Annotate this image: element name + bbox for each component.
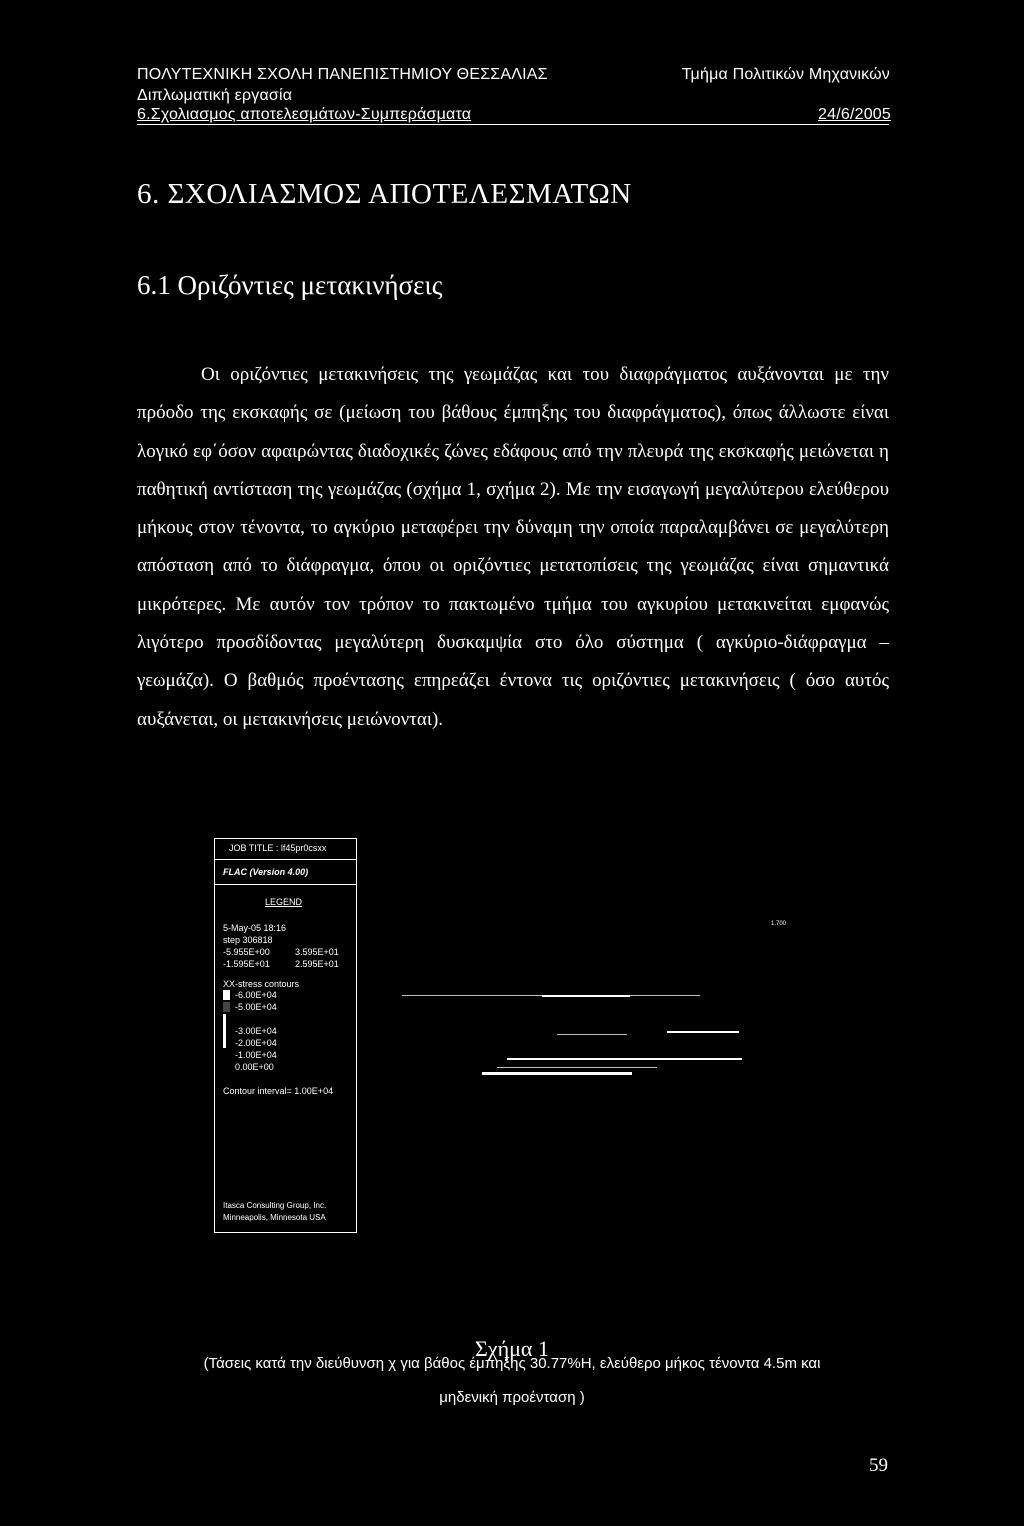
legend-range-row1-b: 3.595E+01 xyxy=(295,947,339,957)
contour-swatch xyxy=(223,1014,226,1048)
contour-interval: Contour interval= 1.00E+04 xyxy=(223,1086,334,1096)
legend-title: LEGEND xyxy=(265,897,303,907)
contour-band xyxy=(402,995,542,996)
header-department: Τμήμα Πολιτικών Μηχανικών xyxy=(681,66,890,83)
contour-band xyxy=(542,995,630,997)
company-location: Minneapolis, Minnesota USA xyxy=(223,1213,326,1222)
section-title: 6.1 Οριζόντιες μετακινήσεις xyxy=(137,270,443,300)
header-section: 6.Σχολιασμος αποτελεσμάτων-Συμπεράσματα xyxy=(137,106,472,123)
contour-value: -2.00E+04 xyxy=(235,1038,277,1048)
legend-range-row2-a: -1.595E+01 xyxy=(223,959,270,969)
contour-swatch xyxy=(223,990,230,1000)
contour-value: -6.00E+04 xyxy=(235,990,277,1000)
contour-value: -1.00E+04 xyxy=(235,1050,277,1060)
stress-contour-plot xyxy=(357,838,808,1233)
legend-divider xyxy=(215,859,356,860)
company-name: Itasca Consulting Group, Inc. xyxy=(223,1201,327,1210)
contour-band xyxy=(667,1031,739,1033)
contour-band xyxy=(497,1067,657,1068)
contour-band xyxy=(482,1072,632,1075)
figure-caption-title: Σχήμα 1 xyxy=(475,1336,549,1361)
contour-value: 0.00E+00 xyxy=(235,1062,274,1072)
contour-value: -3.00E+04 xyxy=(235,1026,277,1036)
contour-band xyxy=(507,1058,742,1060)
body-paragraph: Οι οριζόντιες μετακινήσεις της γεωμάζας και του διαφράγματος αυξάνονται με την πρόοδο της εκσκαφής σε (μείωση του βάθους έμπηξης του διαφράγματος), όπως άλλωστε είναι λογικό εφ΄όσον αφαιρώντας διαδοχικές ζώνες εδάφους από την πλευρά της εκσκαφής μειώνεται η παθητική αντίσταση της γεωμάζας (σχήμα 1, σχήμα 2). Με την εισαγωγή μεγαλύτερου ελεύθερου μήκους στον τένοντα, το αγκύριο μεταφέρει την δύναμη την οποία παραλαμβάνει σε μεγαλύτερη απόσταση από το διάφραγμα, όπου οι οριζόντιες μετατοπίσεις της γεωμάζας είναι σημαντικά μικρότερες. Με αυτόν τον τρόπον το πακτωμένο τμήμα του αγκυρίου μετακινείται εμφανώς λιγότερο προσδίδοντας μεγαλύτερη δυσκαμψία στο όλο σύστημα ( αγκύριο-διάφραγμα –γεωμάζα). Ο βαθμός προέντασης επηρεάζει έντονα τις οριζόντιες μετακινήσεις ( όσο αυτός αυξάνεται, οι μετακινήσεις μειώνονται). xyxy=(137,364,889,730)
figure-legend xyxy=(214,838,357,1233)
chapter-title: 6. ΣΧΟΛΙΑΣΜΟΣ ΑΠΟΤΕΛΕΣΜΑΤΩΝ xyxy=(137,178,632,210)
legend-step: step 306818 xyxy=(223,935,273,945)
figure-flac-plot xyxy=(214,838,808,1233)
plot-axis-label: 1.700 xyxy=(770,921,786,927)
header-school: ΠΟΛΥΤΕΧΝΙΚΗ ΣΧΟΛΗ ΠΑΝΕΠΙΣΤΗΜΙΟΥ ΘΕΣΣΑΛΙΑΣ xyxy=(137,66,548,83)
figure-caption-line1: (Τάσεις κατά την διεύθυνση χ για βάθος έμπηξης 30.77%Η, ελεύθερο μήκος τένοντα 4.5m και xyxy=(203,1355,821,1372)
header-doc-type: Διπλωματική εργασία xyxy=(137,87,293,104)
header-date: 24/6/2005 xyxy=(818,106,891,123)
contour-band xyxy=(557,1034,627,1035)
legend-range-row2-b: 2.595E+01 xyxy=(295,959,339,969)
legend-date: 5-May-05 18:16 xyxy=(223,923,287,933)
job-title: JOB TITLE : lf45pr0csxx xyxy=(229,843,327,853)
flac-version: FLAC (Version 4.00) xyxy=(223,867,309,877)
contour-swatch xyxy=(223,1002,230,1012)
figure-caption-line2: μηδενική προένταση ) xyxy=(439,1389,585,1406)
contours-label: XX-stress contours xyxy=(223,979,300,989)
legend-divider xyxy=(215,884,356,885)
legend-range-row1-a: -5.955E+00 xyxy=(223,947,270,957)
contour-value: -5.00E+04 xyxy=(235,1002,277,1012)
header-rule xyxy=(137,124,889,125)
contour-band xyxy=(630,995,700,996)
page-number: 59 xyxy=(869,1455,888,1476)
